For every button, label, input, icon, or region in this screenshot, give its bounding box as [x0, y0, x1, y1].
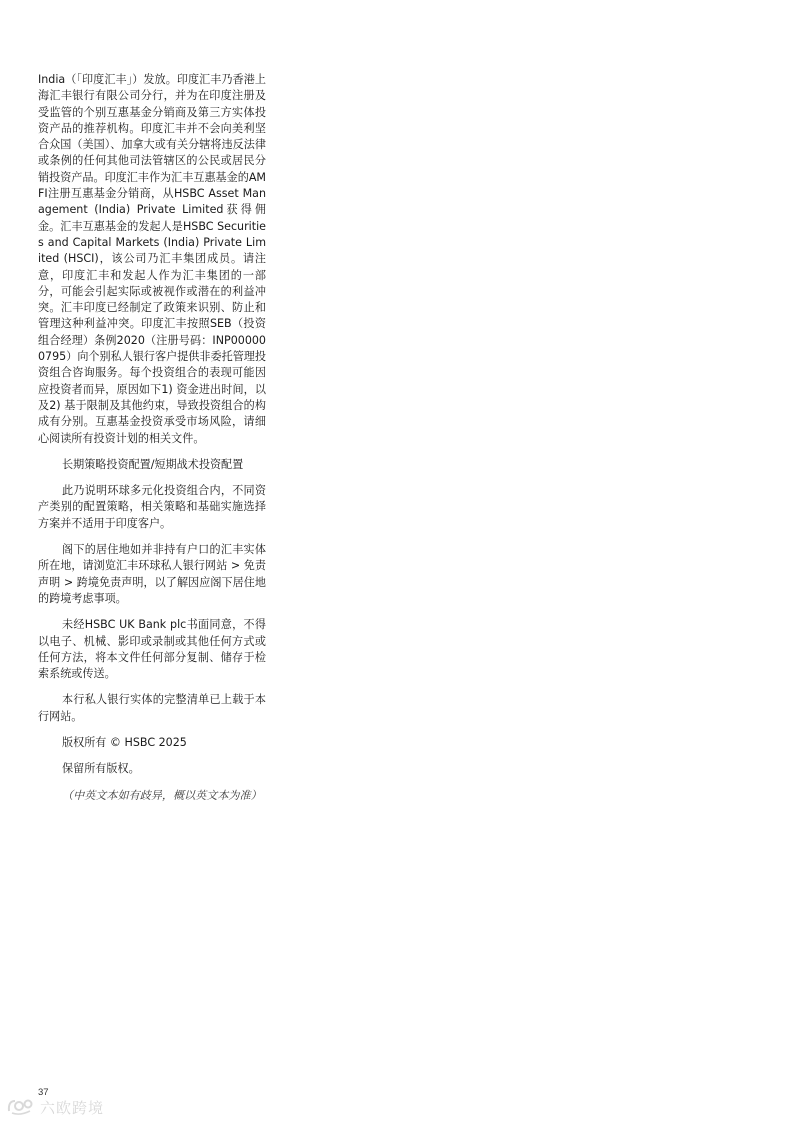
entity-list-paragraph: 本行私人银行实体的完整清单已上载于本行网站。: [38, 693, 266, 723]
disclaimer-paragraph-india: India（「印度汇丰」）发放。印度汇丰乃香港上海汇丰银行有限公司分行，并为在印度注册及受监管的个别互惠基金分销商及第三方实体投资产品的推荐机构。印度汇丰并不会向美利坚合众国（美国）、加拿大或有关分辖将违反法律或条例的任何其他司法管辖区的公民或居民分销投资产品。印度汇丰作为汇丰互惠基金的AMFI注册互惠基金分销商，从HSBC Asset Management (India) Private Limited获得佣金。汇丰互惠基金的发起人是HSBC Securities and Capital Markets (India) Private Limited (HSCI)，该公司乃汇丰集团成员。请注意，印度汇丰和发起人作为汇丰集团的一部分，可能会引起实际或被视作或潜在的利益冲突。汇丰印度已经制定了政策来识别、防止和管理这种利益冲突。印度汇丰按照SEB（投资组合经理）条例2020（注册号码：INP000000795）向个别私人银行客户提供非委托管理投资组合咨询服务。每个投资组合的表现可能因应投资者而异，原因如下1) 资金进出时间，以及2) 基于限制及其他约束，导致投资组合的构成有分别。互惠基金投资承受市场风险，请细心阅读所有投资计划的相关文件。: [38, 73, 266, 445]
cross-border-paragraph: 阁下的居住地如并非持有户口的汇丰实体所在地，请浏览汇丰环球私人银行网站 > 免责声明 > 跨境免责声明，以了解因应阁下居住地的跨境考虑事项。: [38, 543, 266, 605]
language-note: （中英文本如有歧异，概以英文本为准）: [62, 788, 262, 802]
copyright-restriction-paragraph: 未经HSBC UK Bank plc书面同意，不得以电子、机械、影印或录制或其他任何方式或任何方法，将本文件任何部分复制、储存于检索系统或传送。: [38, 618, 266, 681]
allocation-note-paragraph: 此乃说明环球多元化投资组合内，不同资产类别的配置策略，相关策略和基础实施选择方案并不适用于印度客户。: [38, 484, 266, 530]
copyright-line: 版权所有 © HSBC 2025: [62, 735, 187, 749]
section-heading-allocation: 长期策略投资配置/短期战术投资配置: [62, 457, 244, 471]
watermark: [6, 1096, 104, 1118]
watermark-text: 六欧跨境: [40, 1098, 105, 1117]
brand-logo-icon: [6, 1097, 34, 1117]
page-number: 37: [38, 1087, 49, 1098]
disclaimer-column: [38, 72, 266, 814]
rights-reserved-line: 保留所有版权。: [62, 762, 140, 776]
